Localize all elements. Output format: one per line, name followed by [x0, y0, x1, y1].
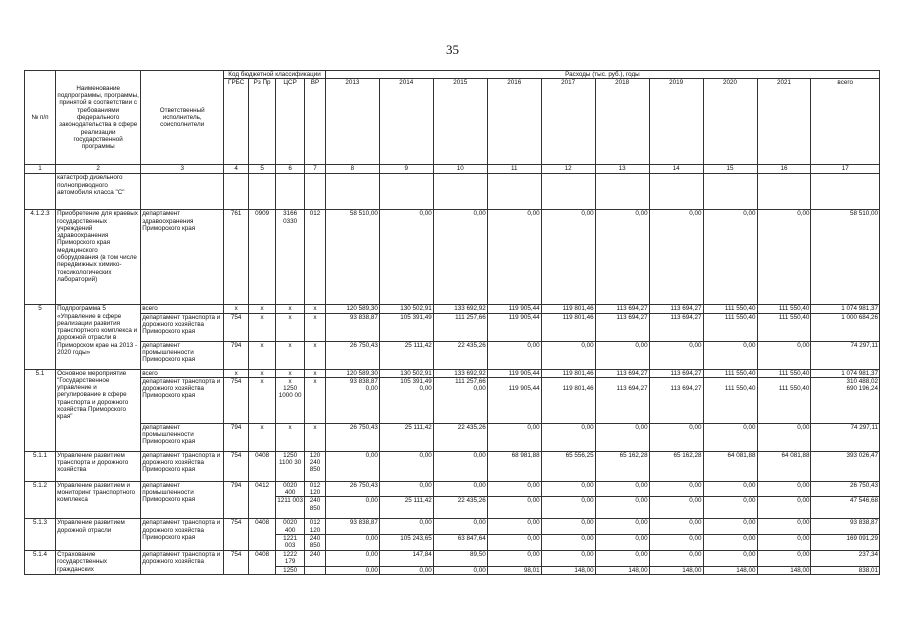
table-row — [25, 423, 880, 451]
row-name: Управление развитием транспорта и дорожного хозяйства — [56, 451, 141, 481]
index-cell: 6 — [276, 165, 305, 174]
grbs-cell: 754 — [224, 377, 249, 423]
value-cell: 0,00 — [541, 535, 595, 551]
value-cell: 148,00 — [541, 566, 595, 574]
value-cell: 133 692,92 — [433, 305, 487, 313]
value-cell: 0,00 — [487, 551, 541, 567]
value-cell: 111 257,66 0,00 — [433, 377, 487, 423]
value-cell: 0,00 — [325, 535, 379, 551]
vr-cell — [305, 566, 326, 574]
value-cell: 0,00 — [433, 519, 487, 535]
total-cell: 74 297,11 — [811, 341, 880, 369]
rzpr-cell: 0909 — [249, 210, 276, 305]
total-cell: 393 026,47 — [811, 451, 880, 481]
csr-cell: x — [276, 341, 305, 369]
value-cell: 119 905,44 — [487, 305, 541, 313]
index-cell: 2 — [56, 165, 141, 174]
row-name: Подпрограмма 5 «Управление в сфере реализации развития транспортного комплекса и дорожной отрасли в Приморском крае на 2013 - 2020 годы» — [56, 305, 141, 369]
vr-cell: 240 — [305, 551, 326, 567]
header-year: 2013 — [325, 79, 379, 165]
value-cell: 0,00 — [757, 519, 811, 535]
csr-cell: 0020 400 — [276, 481, 305, 497]
vr-cell: x — [305, 423, 326, 451]
total-cell: 93 838,87 — [811, 519, 880, 535]
header-num: № п/п — [25, 71, 56, 165]
vr-cell: x — [305, 313, 326, 341]
row-name: Управление развитием дорожной отрасли — [56, 519, 141, 551]
row-num: 5.1.2 — [25, 481, 56, 519]
table-row — [25, 551, 880, 567]
row-executor: департамент транспорта и дорожного хозяйства Приморского края — [141, 313, 224, 341]
value-cell: 105 391,49 0,00 — [379, 377, 433, 423]
value-cell: 119 801,46 — [541, 369, 595, 377]
grbs-cell: 754 — [224, 519, 249, 551]
value-cell: 22 435,26 — [433, 341, 487, 369]
value-cell: 0,00 — [703, 535, 757, 551]
header-executor: Ответственный исполнитель, соисполнители — [141, 71, 224, 165]
value-cell: 147,84 — [379, 551, 433, 567]
value-cell: 0,00 — [595, 423, 649, 451]
rzpr-cell: x — [249, 341, 276, 369]
value-cell: 0,00 — [757, 210, 811, 305]
value-cell: 22 435,26 — [433, 423, 487, 451]
row-executor: всего — [141, 305, 224, 313]
value-cell: 0,00 — [487, 341, 541, 369]
index-cell: 5 — [249, 165, 276, 174]
vr-cell: 240 850 — [305, 535, 326, 551]
table-row — [25, 210, 880, 305]
value-cell: 0,00 — [325, 497, 379, 519]
value-cell: 0,00 — [595, 481, 649, 497]
value-cell: 26 750,43 — [325, 481, 379, 497]
value-cell: 65 162,28 — [595, 451, 649, 481]
row-executor: департамент промышленности Приморского края — [141, 423, 224, 451]
value-cell: 119 801,46 — [541, 305, 595, 313]
rzpr-cell: x — [249, 305, 276, 313]
value-cell: 0,00 — [649, 551, 703, 567]
rzpr-cell: 0412 — [249, 481, 276, 519]
value-cell: 0,00 — [379, 566, 433, 574]
value-cell: 93 838,87 — [325, 313, 379, 341]
value-cell: 0,00 — [757, 423, 811, 451]
grbs-cell: 754 — [224, 551, 249, 575]
value-cell: 63 847,64 — [433, 535, 487, 551]
total-cell: 47 546,68 — [811, 497, 880, 519]
row-name: Основное мероприятие "Государственное управление и регулирование в сфере транспорта и дорожного хозяйства Приморского края" — [56, 369, 141, 451]
value-cell: 119 905,44 — [487, 377, 541, 423]
row-name: катастроф дизельного полноприводного автомобиля класса "С" — [56, 174, 141, 210]
value-cell: 0,00 — [703, 210, 757, 305]
total-cell: 237,34 — [811, 551, 880, 567]
header-year: 2014 — [379, 79, 433, 165]
row-num: 5.1 — [25, 369, 56, 451]
row-executor: департамент транспорта и дорожного хозяйства Приморского края — [141, 519, 224, 551]
grbs-cell: 754 — [224, 313, 249, 341]
value-cell: 0,00 — [325, 566, 379, 574]
csr-cell: x — [276, 305, 305, 313]
row-executor: департамент транспорта и дорожного хозяйства Приморского края — [141, 451, 224, 481]
value-cell: 0,00 — [703, 481, 757, 497]
csr-cell: x — [276, 423, 305, 451]
total-cell: 1 074 981,37 — [811, 369, 880, 377]
header-year: 2018 — [595, 79, 649, 165]
grbs-cell: 794 — [224, 341, 249, 369]
vr-cell: 120 240 850 — [305, 451, 326, 481]
value-cell: 0,00 — [541, 210, 595, 305]
header-year: 2021 — [757, 79, 811, 165]
index-cell: 15 — [703, 165, 757, 174]
table-row — [25, 519, 880, 535]
value-cell: 0,00 — [595, 551, 649, 567]
index-cell: 17 — [811, 165, 880, 174]
total-cell: 169 091,29 — [811, 535, 880, 551]
value-cell: 0,00 — [595, 497, 649, 519]
value-cell: 64 081,88 — [703, 451, 757, 481]
table-row — [25, 369, 880, 377]
csr-line: x — [288, 377, 292, 385]
header-expenses: Расходы (тыс. руб.), годы — [325, 71, 879, 79]
index-cell: 9 — [379, 165, 433, 174]
header-total: всего — [811, 79, 880, 165]
value-cell: 0,00 — [433, 481, 487, 497]
vr-cell: 012 120 — [305, 519, 326, 535]
value-cell: 0,00 — [541, 497, 595, 519]
value-cell: 0,00 — [757, 535, 811, 551]
rzpr-cell: x — [249, 423, 276, 451]
value-cell: 64 081,88 — [757, 451, 811, 481]
value-cell: 89,50 — [433, 551, 487, 567]
header-name: Наименование подпрограммы, программы, принятой в соответствии с требованиями федерального законодательства в сфере реализации государственной программы — [56, 71, 141, 165]
page-number: 35 — [446, 42, 459, 57]
header-csr: ЦСР — [276, 79, 305, 165]
header-year: 2020 — [703, 79, 757, 165]
value-cell: 105 391,49 — [379, 313, 433, 341]
value-cell: 0,00 — [487, 497, 541, 519]
row-num: 5.1.1 — [25, 451, 56, 481]
value-cell: 0,00 — [649, 535, 703, 551]
csr-cell: 1211 003 — [276, 497, 305, 519]
header-rzpr: Рз Пр — [249, 79, 276, 165]
row-num: 5.1.3 — [25, 519, 56, 551]
row-executor: департамент здравоохранения Приморского края — [141, 210, 224, 305]
value-cell: 111 550,40 — [703, 313, 757, 341]
value-cell: 26 750,43 — [325, 423, 379, 451]
rzpr-cell: x — [249, 313, 276, 341]
value-cell: 0,00 — [433, 566, 487, 574]
value-cell: 0,00 — [649, 423, 703, 451]
table-row — [25, 341, 880, 369]
value-cell: 113 694,27 — [649, 313, 703, 341]
row-executor: департамент промышленности Приморского края — [141, 341, 224, 369]
row-executor: департамент промышленности Приморского края — [141, 481, 224, 519]
value-cell: 0,00 — [325, 551, 379, 567]
value-cell: 0,00 — [487, 210, 541, 305]
value-cell: 111 550,40 — [703, 377, 757, 423]
table-row — [25, 305, 880, 313]
value-cell: 120 589,30 — [325, 369, 379, 377]
grbs-cell: x — [224, 305, 249, 313]
value-cell: 148,00 — [649, 566, 703, 574]
rzpr-cell: 0408 — [249, 551, 276, 575]
row-name: Приобретение для краевых государственных учреждений здравоохранения Приморского края медицинского оборудования (в том числе передвижных химико-токсикологических лабораторий) — [56, 210, 141, 305]
header-year: 2016 — [487, 79, 541, 165]
vr-cell: x — [305, 377, 326, 423]
value-cell: 0,00 — [487, 481, 541, 497]
csr-cell: 1221 003 — [276, 535, 305, 551]
row-executor: департамент транспорта и дорожного хозяйства Приморского края — [141, 377, 224, 423]
value-cell: 0,00 — [379, 451, 433, 481]
value-cell: 0,00 — [433, 210, 487, 305]
value-cell: 93 838,87 — [325, 519, 379, 535]
value-cell: 0,00 — [703, 519, 757, 535]
value-cell: 113 694,27 — [595, 377, 649, 423]
value-cell: 58 510,00 — [325, 210, 379, 305]
value-cell: 0,00 — [379, 519, 433, 535]
value-cell: 25 111,42 — [379, 341, 433, 369]
index-cell: 3 — [141, 165, 224, 174]
csr-cell — [276, 377, 305, 423]
grbs-cell: 754 — [224, 451, 249, 481]
value-cell: 0,00 — [595, 519, 649, 535]
table-row — [25, 451, 880, 481]
index-cell: 7 — [305, 165, 326, 174]
total-cell: 58 510,00 — [811, 210, 880, 305]
csr-cell: 1222 179 — [276, 551, 305, 567]
table-row — [25, 313, 880, 341]
total-cell: 74 297,11 — [811, 423, 880, 451]
rzpr-cell: x — [249, 377, 276, 423]
row-num: 5 — [25, 305, 56, 369]
value-cell: 65 162,28 — [649, 451, 703, 481]
total-cell: 1 074 981,37 — [811, 305, 880, 313]
value-cell: 0,00 — [379, 481, 433, 497]
rzpr-cell: 0408 — [249, 519, 276, 551]
csr-cell: x — [276, 369, 305, 377]
grbs-cell: x — [224, 369, 249, 377]
value-cell: 113 694,27 — [649, 369, 703, 377]
rzpr-cell: 0408 — [249, 451, 276, 481]
value-cell: 0,00 — [703, 551, 757, 567]
index-row — [25, 165, 880, 174]
value-cell: 0,00 — [649, 519, 703, 535]
index-cell: 10 — [433, 165, 487, 174]
index-cell: 16 — [757, 165, 811, 174]
row-num: 4.1.2.3 — [25, 210, 56, 305]
value-cell: 0,00 — [595, 341, 649, 369]
index-cell: 12 — [541, 165, 595, 174]
value-cell: 0,00 — [487, 423, 541, 451]
total-cell: 838,01 — [811, 566, 880, 574]
value-cell: 0,00 — [541, 341, 595, 369]
value-cell: 113 694,27 — [595, 305, 649, 313]
csr-cell: 3166 0330 — [276, 210, 305, 305]
value-cell: 0,00 — [703, 497, 757, 519]
value-cell: 120 589,30 — [325, 305, 379, 313]
value-cell: 26 750,43 — [325, 341, 379, 369]
row-executor: всего — [141, 369, 224, 377]
index-cell: 1 — [25, 165, 56, 174]
value-cell: 0,00 — [649, 481, 703, 497]
csr-cell: 1250 1100 30 — [276, 451, 305, 481]
grbs-cell: 761 — [224, 210, 249, 305]
value-cell: 0,00 — [379, 210, 433, 305]
index-cell: 13 — [595, 165, 649, 174]
value-cell: 68 981,88 — [487, 451, 541, 481]
value-cell: 130 502,91 — [379, 305, 433, 313]
value-cell: 105 243,65 — [379, 535, 433, 551]
value-cell: 111 550,40 — [757, 369, 811, 377]
vr-cell: x — [305, 341, 326, 369]
vr-cell: 012 — [305, 210, 326, 305]
value-cell: 111 550,40 — [703, 369, 757, 377]
header-budget-code: Код бюджетной классификации — [224, 71, 326, 79]
value-cell: 0,00 — [541, 519, 595, 535]
value-cell: 133 692,92 — [433, 369, 487, 377]
value-cell: 25 111,42 — [379, 497, 433, 519]
value-cell: 113 694,27 — [595, 313, 649, 341]
value-cell: 0,00 — [595, 210, 649, 305]
value-cell: 119 801,46 — [541, 377, 595, 423]
value-cell: 0,00 — [757, 481, 811, 497]
rzpr-cell: x — [249, 369, 276, 377]
value-cell: 0,00 — [541, 481, 595, 497]
value-cell: 0,00 — [649, 341, 703, 369]
value-cell: 98,01 — [487, 566, 541, 574]
row-name: Управление развитием и мониторинг транспортного комплекса — [56, 481, 141, 519]
table-row — [25, 377, 880, 423]
value-cell: 111 550,40 — [757, 313, 811, 341]
total-cell: 1 000 684,26 — [811, 313, 880, 341]
value-cell: 0,00 — [703, 341, 757, 369]
value-cell: 0,00 — [757, 551, 811, 567]
value-cell: 0,00 — [703, 423, 757, 451]
value-cell: 111 550,40 — [703, 305, 757, 313]
value-cell: 113 694,27 — [649, 377, 703, 423]
total-cell: 310 488,02 690 196,24 — [811, 377, 880, 423]
value-cell: 0,00 — [595, 535, 649, 551]
header-year: 2019 — [649, 79, 703, 165]
value-cell: 0,00 — [487, 535, 541, 551]
value-cell: 0,00 — [649, 497, 703, 519]
value-cell: 0,00 — [649, 210, 703, 305]
row-num: 5.1.4 — [25, 551, 56, 575]
vr-cell: 012 120 — [305, 481, 326, 497]
budget-table — [24, 70, 880, 575]
value-cell: 0,00 — [325, 451, 379, 481]
csr-cell: 1250 — [276, 566, 305, 574]
header-year: 2015 — [433, 79, 487, 165]
index-cell: 4 — [224, 165, 249, 174]
value-cell: 130 502,91 — [379, 369, 433, 377]
value-cell: 119 905,44 — [487, 369, 541, 377]
value-cell: 65 556,25 — [541, 451, 595, 481]
value-cell: 113 694,27 — [649, 305, 703, 313]
vr-cell: 240 850 — [305, 497, 326, 519]
row-name: Страхование государственных гражданских — [56, 551, 141, 575]
value-cell: 111 257,66 — [433, 313, 487, 341]
vr-cell: x — [305, 305, 326, 313]
table-row — [25, 481, 880, 497]
value-cell: 148,00 — [703, 566, 757, 574]
csr-line: 1250 1000 00 — [278, 385, 302, 400]
vr-cell: x — [305, 369, 326, 377]
value-cell: 93 838,87 0,00 — [325, 377, 379, 423]
value-cell: 0,00 — [541, 551, 595, 567]
value-cell: 148,00 — [595, 566, 649, 574]
value-cell: 111 550,40 — [757, 305, 811, 313]
value-cell: 0,00 — [757, 497, 811, 519]
value-cell: 22 435,26 — [433, 497, 487, 519]
header-year: 2017 — [541, 79, 595, 165]
value-cell: 0,00 — [757, 341, 811, 369]
total-cell: 26 750,43 — [811, 481, 880, 497]
index-cell: 8 — [325, 165, 379, 174]
table-row — [25, 174, 880, 210]
row-executor: департамент транспорта и дорожного хозяйства — [141, 551, 224, 575]
index-cell: 11 — [487, 165, 541, 174]
value-cell: 111 550,40 — [757, 377, 811, 423]
header-grbs: ГРБС — [224, 79, 249, 165]
csr-cell: 0020 400 — [276, 519, 305, 535]
value-cell: 0,00 — [487, 519, 541, 535]
value-cell: 25 111,42 — [379, 423, 433, 451]
value-cell: 0,00 — [541, 423, 595, 451]
value-cell: 0,00 — [433, 451, 487, 481]
value-cell: 119 801,46 — [541, 313, 595, 341]
value-cell: 148,00 — [757, 566, 811, 574]
grbs-cell: 794 — [224, 423, 249, 451]
grbs-cell: 794 — [224, 481, 249, 519]
csr-cell: x — [276, 313, 305, 341]
value-cell: 119 905,44 — [487, 313, 541, 341]
index-cell: 14 — [649, 165, 703, 174]
value-cell: 113 694,27 — [595, 369, 649, 377]
header-vr: ВР — [305, 79, 326, 165]
